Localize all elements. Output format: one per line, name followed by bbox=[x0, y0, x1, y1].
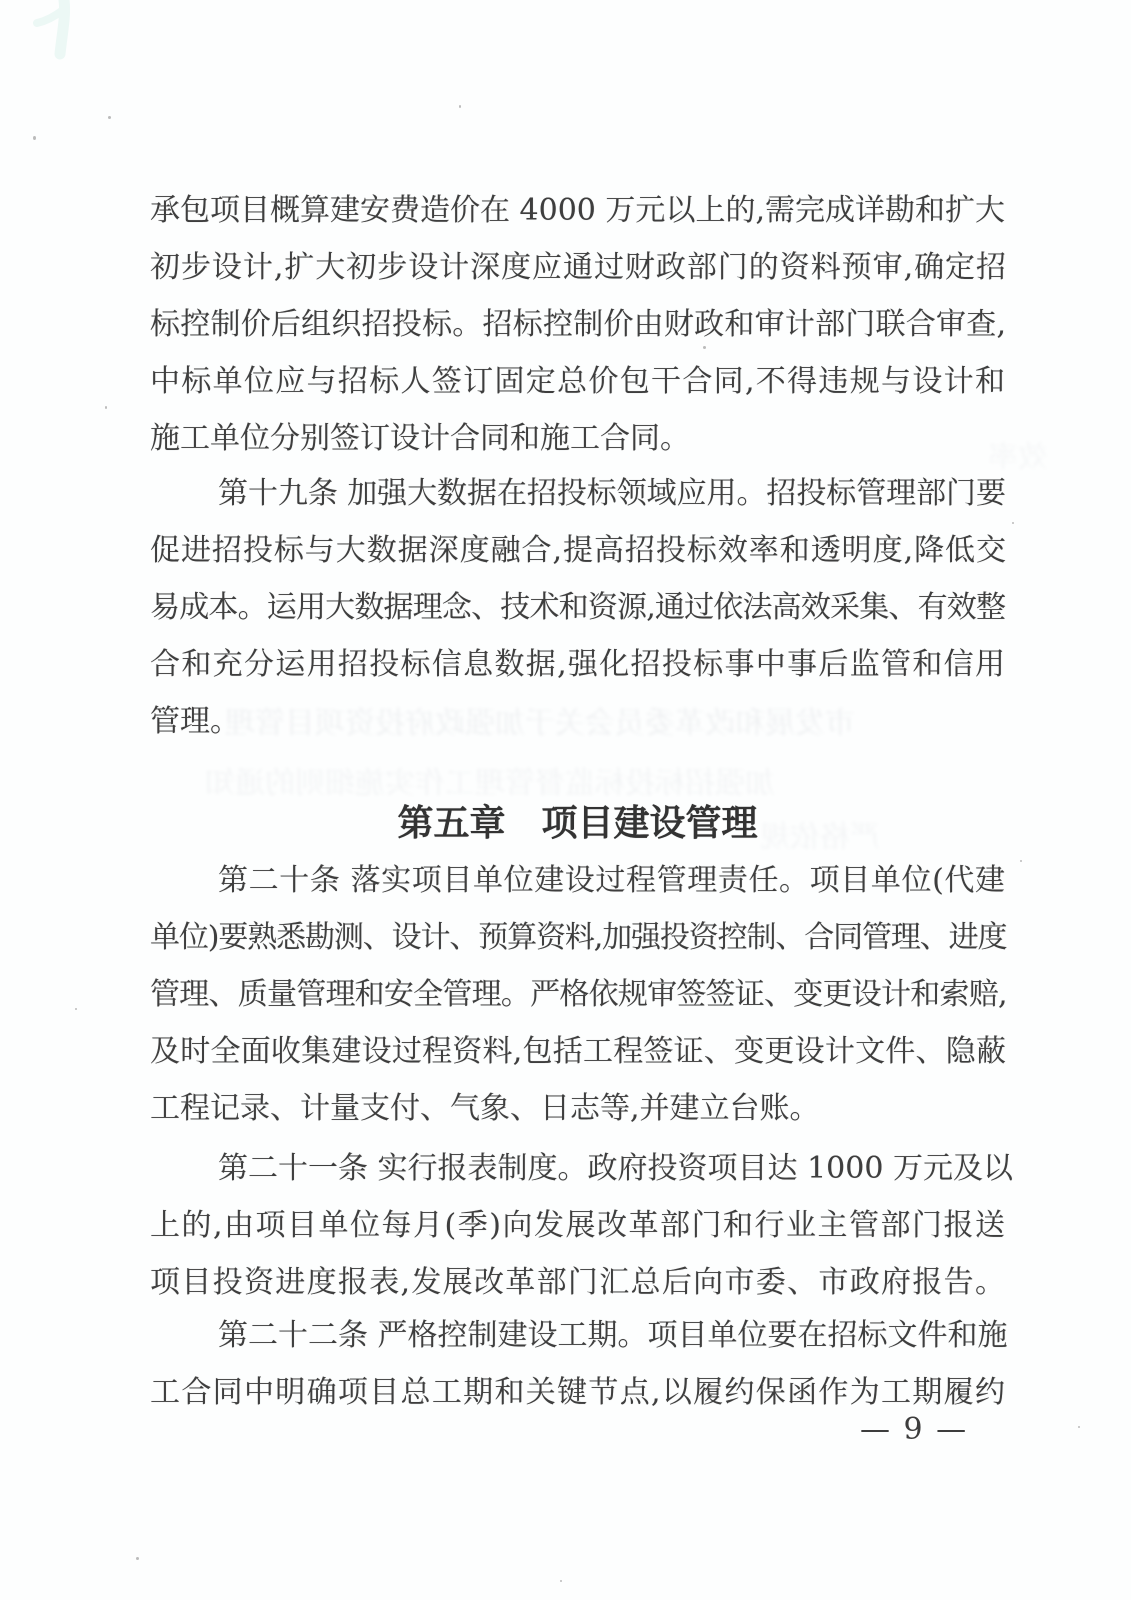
page-number: — 9 — bbox=[860, 1412, 969, 1447]
paragraph-carryover bbox=[150, 182, 1005, 467]
text-line: 第十九条 加强大数据在招投标领域应用。招投标管理部门要 bbox=[218, 476, 1005, 511]
text-line: 项目投资进度报表,发展改革部门汇总后向市委、市政府报告。 bbox=[150, 1265, 1005, 1300]
corner-scan-mark bbox=[0, 0, 140, 70]
text-line: 承包项目概算建安费造价在 4000 万元以上的,需完成详勘和扩大 bbox=[150, 193, 1005, 228]
text-line: 第二十二条 严格控制建设工期。项目单位要在招标文件和施 bbox=[218, 1318, 1008, 1353]
scan-speck bbox=[136, 1557, 139, 1560]
paragraph-article-19 bbox=[150, 465, 1005, 750]
text-line: 中标单位应与招标人签订固定总价包干合同,不得违规与设计和 bbox=[150, 364, 1005, 399]
bleedthrough-text: 加强招标投标监督管理工作实施细则的通知 bbox=[205, 766, 775, 801]
paragraph-article-20 bbox=[150, 852, 1005, 1137]
text-line: 施工单位分别签订设计合同和施工合同。 bbox=[150, 421, 690, 456]
text-line: 管理、质量管理和安全管理。严格依规审签签证、变更设计和索赔, bbox=[150, 977, 1005, 1012]
scan-speck bbox=[75, 1008, 77, 1010]
chapter-heading: 第五章 项目建设管理 bbox=[397, 802, 758, 844]
text-line: 单位)要熟悉勘测、设计、预算资料,加强投资控制、合同管理、进度 bbox=[150, 920, 1005, 955]
paragraph-article-22 bbox=[150, 1307, 1008, 1421]
scan-speck bbox=[560, 1580, 562, 1582]
text-line: 初步设计,扩大初步设计深度应通过财政部门的资料预审,确定招 bbox=[150, 250, 1005, 285]
text-line: 促进招投标与大数据深度融合,提高招投标效率和透明度,降低交 bbox=[150, 533, 1005, 568]
scan-speck bbox=[1020, 860, 1022, 862]
text-line: 易成本。运用大数据理念、技术和资源,通过依法高效采集、有效整 bbox=[150, 590, 1005, 625]
text-line: 及时全面收集建设过程资料,包括工程签证、变更设计文件、隐蔽 bbox=[150, 1034, 1005, 1069]
scan-speck bbox=[33, 136, 36, 140]
text-line: 工合同中明确项目总工期和关键节点,以履约保函作为工期履约 bbox=[150, 1375, 1005, 1410]
scan-speck bbox=[108, 116, 111, 119]
text-line: 合和充分运用招投标信息数据,强化招投标事中事后监管和信用 bbox=[150, 647, 1005, 682]
paragraph-article-21 bbox=[150, 1140, 1013, 1311]
bleedthrough-text: 效率 bbox=[988, 440, 1048, 475]
text-line: 工程记录、计量支付、气象、日志等,并建立台账。 bbox=[150, 1091, 820, 1126]
scan-speck bbox=[1078, 1426, 1080, 1428]
bleedthrough-text: 严格依规 bbox=[760, 820, 880, 855]
text-line: 标控制价后组织招投标。招标控制价由财政和审计部门联合审查, bbox=[150, 307, 1005, 342]
scan-speck bbox=[1012, 522, 1014, 524]
text-line: 第二十一条 实行报表制度。政府投资项目达 1000 万元及以 bbox=[218, 1151, 1013, 1186]
text-line: 管理。 bbox=[150, 704, 240, 739]
scan-speck bbox=[105, 406, 107, 409]
scan-speck bbox=[459, 105, 461, 108]
text-line: 上的,由项目单位每月(季)向发展改革部门和行业主管部门报送 bbox=[150, 1208, 1005, 1243]
text-line: 第二十条 落实项目单位建设过程管理责任。项目单位(代建 bbox=[218, 863, 1005, 898]
bleedthrough-text: 市发展和改革委员会关于加强政府投资项目管理 bbox=[225, 706, 855, 741]
